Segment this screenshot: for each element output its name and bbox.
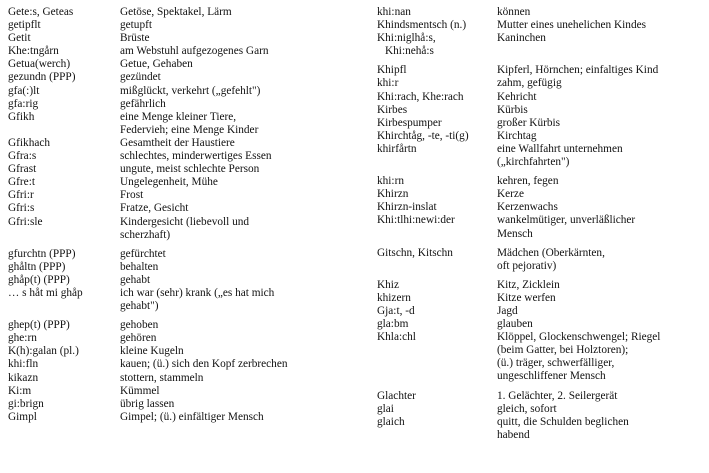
entry-gloss-line: kehren, fegen: [497, 175, 559, 188]
entry-gloss: [497, 318, 703, 331]
dictionary-entry: [8, 111, 347, 124]
entry-headword: ghåltn (PPP): [8, 260, 66, 273]
entry-gloss: [120, 85, 347, 98]
dictionary-entry: [8, 137, 347, 150]
entry-gloss: [497, 305, 703, 318]
entry-gloss: [120, 189, 347, 202]
dictionary-entry: [8, 6, 347, 19]
entry-headword: Gfikhach: [8, 136, 51, 149]
entry-gloss: [497, 104, 703, 117]
entry-headword: Khipfl: [377, 64, 407, 77]
entry-gloss-line: gehabt"): [120, 300, 159, 313]
entry-headword: getipflt: [8, 19, 41, 32]
entry-gloss: [120, 137, 347, 150]
dictionary-entry: [8, 372, 347, 385]
entry-headword: ghe:rn: [8, 332, 37, 345]
entry-gloss: [120, 176, 347, 189]
dictionary-entry: [8, 248, 347, 261]
entry-headword: K(h):galan (pl.): [8, 345, 79, 358]
entry-headword: gezundn (PPP): [8, 71, 76, 84]
entry-headword: glai: [377, 402, 394, 415]
entry-gloss: [497, 214, 703, 227]
entry-gloss: [120, 71, 347, 84]
entry-headword: gfa:rig: [8, 97, 39, 110]
entry-headword: Ki:m: [8, 384, 32, 397]
entry-headword: Gimpl: [8, 410, 37, 423]
entry-gloss-line: Fratze, Gesicht: [120, 202, 189, 215]
entry-gloss: [497, 188, 703, 201]
entry-headword-continuation: Khi:nehå:s: [385, 45, 434, 58]
entry-headword: gla:bm: [377, 318, 409, 331]
dictionary-entry: [377, 91, 703, 104]
entry-gloss-line: Kehricht: [497, 90, 537, 103]
entry-gloss-line: kauen; (ü.) sich den Kopf zerbrechen: [120, 358, 288, 371]
entry-gloss-line: quitt, die Schulden beglichen: [497, 415, 629, 428]
entry-headword: Gfikh: [8, 110, 35, 123]
entry-gloss: [497, 247, 703, 260]
dictionary-entry: [377, 390, 703, 403]
entry-gloss-line: (beim Gatter, bei Holztoren);: [497, 344, 629, 357]
dictionary-entry: [8, 216, 347, 229]
entry-gloss-line: (ü.) träger, schwerfälliger,: [497, 357, 615, 370]
entry-gloss: [120, 19, 347, 32]
entry-gloss: [497, 6, 703, 19]
entry-gloss: [497, 117, 703, 130]
entry-gloss-line: Kerzenwachs: [497, 201, 558, 214]
entry-gloss: [120, 150, 347, 163]
entry-headword: Khla:chl: [377, 331, 416, 344]
entry-gloss: [120, 248, 347, 261]
entry-gloss: [120, 216, 347, 229]
entry-gloss: [497, 19, 703, 32]
entry-gloss: [497, 390, 703, 403]
entry-headword: ghep(t) (PPP): [8, 319, 70, 332]
entry-gloss-line: mißglückt, verkehrt („gefehlt"): [120, 84, 261, 97]
dictionary-entry: [8, 398, 347, 411]
entry-continuation-line: [8, 124, 347, 137]
entry-headword: Khi:rach, Khe:rach: [377, 90, 464, 103]
entry-gloss-line: oft pejorativ): [497, 259, 557, 272]
entry-headword: Gfri:r: [8, 189, 34, 202]
entry-gloss-line: Getue, Gehaben: [120, 58, 193, 71]
entry-continuation-line: [377, 344, 703, 357]
dictionary-entry: [8, 358, 347, 371]
entry-gloss: [120, 98, 347, 111]
entry-gloss: [120, 345, 347, 358]
dictionary-entry: [8, 319, 347, 332]
entry-gloss-line: Gesamtheit der Haustiere: [120, 136, 235, 149]
entry-headword: Getua(werch): [8, 58, 71, 71]
entry-gloss-line: scherzhaft): [120, 228, 171, 241]
entry-gloss-line: 1. Gelächter, 2. Seilergerät: [497, 389, 618, 402]
entry-headword: Khirzn: [377, 188, 409, 201]
entry-continuation-line: [8, 300, 347, 313]
entry-headword-continuation: [8, 229, 120, 242]
entry-gloss-line: ungute, meist schlechte Person: [120, 163, 260, 176]
entry-headword: Kirbes: [377, 103, 408, 116]
entry-gloss-line: Kitze werfen: [497, 291, 556, 304]
entry-continuation-line: [8, 229, 347, 242]
entry-headword-continuation: [377, 357, 497, 370]
entry-gloss-line: Ungelegenheit, Mühe: [120, 176, 218, 189]
entry-gloss: [497, 331, 703, 344]
dictionary-entry: [8, 150, 347, 163]
entry-continuation-line: [377, 370, 703, 383]
entry-continuation-line: [377, 429, 703, 442]
entry-headword: Khiz: [377, 278, 399, 291]
dictionary-entry: [377, 19, 703, 32]
entry-gloss: [120, 111, 347, 124]
entry-headword: khizern: [377, 291, 411, 304]
entry-headword: Khindsmentsch (n.): [377, 19, 467, 32]
entry-gloss-line: großer Kürbis: [497, 116, 561, 129]
entry-gloss-line: Mädchen (Oberkärnten,: [497, 246, 605, 259]
dictionary-entry: [377, 331, 703, 344]
entry-continuation-line: [377, 156, 703, 169]
entry-headword: Gfri:s: [8, 202, 35, 215]
dictionary-entry: [377, 247, 703, 260]
entry-gloss-line: („kirchfahrten"): [497, 156, 570, 169]
entry-headword-continuation: [377, 429, 497, 442]
entry-gloss-line: eine Wallfahrt unternehmen: [497, 142, 623, 155]
dictionary-entry: [8, 189, 347, 202]
entry-gloss: [120, 32, 347, 45]
entry-gloss-line: Brüste: [120, 32, 150, 45]
entry-headword: Getit: [8, 32, 31, 45]
entry-continuation-line: [377, 228, 703, 241]
dictionary-entry: [377, 214, 703, 227]
entry-gloss-line: Federvieh; eine Menge Kinder: [120, 123, 259, 136]
entry-headword: … s håt mi ghåp: [8, 286, 83, 299]
entry-continuation-line: [377, 357, 703, 370]
entry-headword: khi:fln: [8, 358, 39, 371]
dictionary-entry: [8, 85, 347, 98]
entry-gloss: [497, 143, 703, 156]
dictionary-entry: [377, 416, 703, 429]
entry-gloss: [120, 6, 347, 19]
entry-headword: Gitschn, Kitschn: [377, 246, 453, 259]
entry-headword: glaich: [377, 415, 405, 428]
entry-gloss-line: Jagd: [497, 304, 518, 317]
entry-gloss-line: gezündet: [120, 71, 161, 84]
entry-headword: Gete:s, Geteas: [8, 6, 74, 18]
dictionary-entry: [377, 130, 703, 143]
entry-gloss: [120, 274, 347, 287]
entry-gloss-line: Kaninchen: [497, 32, 546, 45]
entry-gloss: [120, 372, 347, 385]
entry-gloss-line: kleine Kugeln: [120, 345, 184, 358]
dictionary-entry: [377, 292, 703, 305]
dictionary-entry: [8, 202, 347, 215]
entry-gloss: [497, 32, 703, 45]
entry-headword: Khi:niglhå:s,: [377, 32, 436, 45]
dictionary-entry: [377, 175, 703, 188]
dictionary-entry: [377, 403, 703, 416]
entry-headword: Glachter: [377, 389, 416, 402]
entry-gloss-line: eine Menge kleiner Tiere,: [120, 110, 237, 123]
entry-gloss-line: Kerze: [497, 188, 524, 201]
entry-headword-continuation: [377, 370, 497, 383]
entry-gloss: [497, 403, 703, 416]
dictionary-entry: [8, 287, 347, 300]
right-column: [355, 0, 709, 473]
entry-headword: Gfri:sle: [8, 215, 43, 228]
dictionary-entry: [8, 261, 347, 274]
entry-headword: khirfårtn: [377, 142, 417, 155]
entry-gloss-line: gehabt: [120, 273, 151, 286]
entry-gloss-line: getupft: [120, 19, 152, 32]
entry-headword: gfurchtn (PPP): [8, 247, 76, 260]
entry-headword: Khirzn-inslat: [377, 201, 437, 214]
entry-gloss-line: Gimpel; (ü.) einfältiger Mensch: [120, 410, 264, 423]
entry-gloss: [497, 292, 703, 305]
dictionary-entry: [377, 279, 703, 292]
dictionary-entry: [377, 32, 703, 45]
entry-gloss-line: Kindergesicht (liebevoll und: [120, 215, 250, 228]
dictionary-entry: [8, 19, 347, 32]
entry-gloss-line: Frost: [120, 189, 144, 202]
entry-gloss: [497, 64, 703, 77]
entry-gloss: [120, 358, 347, 371]
entry-gloss-line: am Webstuhl aufgezogenes Garn: [120, 45, 269, 58]
entry-gloss-line: behalten: [120, 260, 159, 273]
entry-gloss: [120, 319, 347, 332]
entry-gloss: [120, 163, 347, 176]
entry-headword-continuation: [8, 300, 120, 313]
entry-gloss-line: gefährlich: [120, 97, 166, 110]
entry-headword: khi:nan: [377, 6, 411, 18]
dictionary-entry: [8, 32, 347, 45]
entry-gloss-line: Mensch: [497, 227, 533, 240]
entry-gloss: [497, 201, 703, 214]
entry-headword: Khe:tngårn: [8, 45, 59, 58]
entry-gloss-line: gefürchtet: [120, 247, 166, 260]
entry-headword: gfa(:)lt: [8, 84, 40, 97]
entry-gloss: [120, 202, 347, 215]
dictionary-entry: [377, 305, 703, 318]
entry-gloss: [497, 91, 703, 104]
dictionary-entry: [8, 274, 347, 287]
entry-gloss: [120, 332, 347, 345]
entry-gloss-line: Kürbis: [497, 103, 528, 116]
dictionary-entry: [8, 163, 347, 176]
entry-gloss-line: übrig lassen: [120, 397, 175, 410]
entry-headword: Gja:t, -d: [377, 304, 415, 317]
dictionary-entry: [377, 117, 703, 130]
dictionary-entry: [377, 64, 703, 77]
entry-headword: Gfra:s: [8, 150, 37, 163]
entry-gloss: [497, 77, 703, 90]
entry-gloss: [497, 175, 703, 188]
dictionary-entry: [8, 71, 347, 84]
dictionary-entry: [377, 6, 703, 19]
entry-headword-continuation: [377, 344, 497, 357]
entry-gloss-line: können: [497, 6, 531, 18]
entry-headword: gi:brign: [8, 397, 44, 410]
entry-headword: Kirbespumper: [377, 116, 442, 129]
entry-headword: Gfrast: [8, 163, 37, 176]
entry-headword: kikazn: [8, 371, 39, 384]
entry-gloss: [120, 261, 347, 274]
entry-gloss: [120, 58, 347, 71]
entry-gloss-line: glauben: [497, 318, 533, 331]
entry-gloss: [120, 45, 347, 58]
entry-gloss-line: Klöppel, Glockenschwengel; Riegel: [497, 331, 661, 344]
entry-gloss-line: wankelmütiger, unverläßlicher: [497, 214, 636, 227]
dictionary-entry: [8, 58, 347, 71]
dictionary-entry: [377, 77, 703, 90]
entry-headword: Khirchtåg, -te, -ti(g): [377, 129, 469, 142]
entry-gloss: [120, 398, 347, 411]
entry-gloss-line: Kümmel: [120, 384, 160, 397]
entry-headword-continuation: [377, 228, 497, 241]
entry-headword: Gfre:t: [8, 176, 35, 189]
entry-gloss: [497, 416, 703, 429]
entry-continuation-line: [377, 45, 703, 58]
entry-gloss-line: Kitz, Zicklein: [497, 278, 560, 291]
entry-gloss-line: habend: [497, 428, 530, 441]
dictionary-entry: [8, 45, 347, 58]
entry-gloss-line: Kirchtag: [497, 129, 537, 142]
entry-gloss: [120, 411, 347, 424]
entry-gloss-line: Mutter eines unehelichen Kindes: [497, 19, 647, 32]
entry-gloss: [497, 130, 703, 143]
entry-gloss-line: stottern, stammeln: [120, 371, 204, 384]
dictionary-entry: [377, 143, 703, 156]
entry-headword: khi:r: [377, 77, 399, 90]
entry-gloss-line: ungeschliffener Mensch: [497, 370, 606, 383]
entry-gloss-line: Kipferl, Hörnchen; einfaltiges Kind: [497, 64, 659, 77]
entry-gloss: [497, 279, 703, 292]
entry-headword-continuation: [377, 156, 497, 169]
entry-gloss-line: gehoben: [120, 319, 159, 332]
entry-gloss-line: Getöse, Spektakel, Lärm: [120, 6, 232, 18]
dictionary-entry: [377, 104, 703, 117]
entry-headword-continuation: [377, 260, 497, 273]
entry-gloss-line: gleich, sofort: [497, 402, 557, 415]
entry-continuation-line: [377, 260, 703, 273]
dictionary-entry: [377, 188, 703, 201]
dictionary-entry: [377, 318, 703, 331]
entry-gloss-line: zahm, gefügig: [497, 77, 562, 90]
dictionary-entry: [8, 385, 347, 398]
entry-gloss: [120, 287, 347, 300]
dictionary-entry: [8, 411, 347, 424]
entry-gloss-line: ich war (sehr) krank („es hat mich: [120, 286, 275, 299]
entry-headword: ghåp(t) (PPP): [8, 273, 70, 286]
entry-gloss-line: [505, 45, 703, 58]
entry-gloss-line: gehören: [120, 332, 157, 345]
entry-headword-continuation: [8, 124, 120, 137]
entry-gloss-line: schlechtes, minderwertiges Essen: [120, 150, 272, 163]
dictionary-entry: [8, 176, 347, 189]
dictionary-entry: [8, 98, 347, 111]
dictionary-entry: [8, 332, 347, 345]
entry-gloss: [120, 385, 347, 398]
dictionary-entry: [377, 201, 703, 214]
entry-headword: Khi:tlhi:newi:der: [377, 214, 455, 227]
entry-headword: khi:rn: [377, 175, 404, 188]
dictionary-entry: [8, 345, 347, 358]
